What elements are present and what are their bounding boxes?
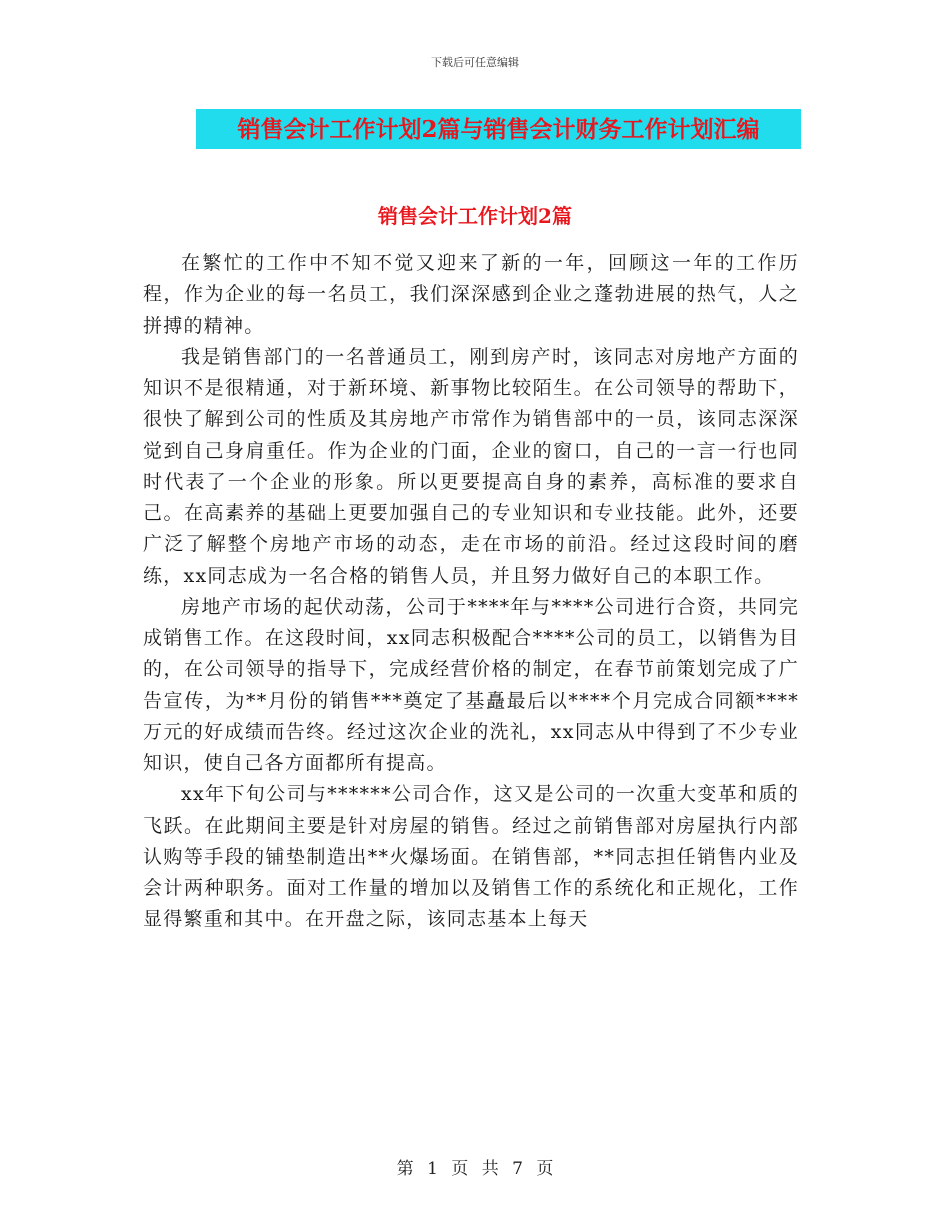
page-footer: 第 1 页 共 7 页 [396,1159,554,1179]
document-body [143,248,799,936]
paragraph-1: 在繁忙的工作中不知不觉又迎来了新的一年，回顾这一年的工作历程，作为企业的每一名员工，我们深深感到企业之蓬勃进展的热气，人之拼搏的精神。 [143,252,799,337]
paragraph-2: 我是销售部门的一名普通员工，刚到房产时，该同志对房地产方面的知识不是很精通，对于新环境、新事物比较陌生。在公司领导的帮助下，很快了解到公司的性质及其房地产市常作为销售部中的一员，该同志深深觉到自己身肩重任。作为企业的门面，企业的窗口，自己的一言一行也同时代表了一个企业的形象。所以更要提高自身的素养，高标准的要求自己。在高素养的基础上更要加强自己的专业知识和专业技能。此外，还要广泛了解整个房地产市场的动态，走在市场的前沿。经过这段时间的磨练，xx同志成为一名合格的销售人员，并且努力做好自己的本职工作。 [143,345,799,587]
section-title: 销售会计工作计划2篇 [378,204,572,228]
paragraph-4: xx年下旬公司与******公司合作，这又是公司的一次重大变革和质的飞跃。在此期间主要是针对房屋的销售。经过之前销售部对房屋执行内部认购等手段的铺垫制造出**火爆场面。在销售部，**同志担任销售内业及会计两种职务。面对工作量的增加以及销售工作的系统化和正规化，工作显得繁重和其中。在开盘之际，该同志基本上每天 [143,783,799,931]
page-title: 销售会计工作计划2篇与销售会计财务工作计划汇编 [237,116,760,143]
paragraph-3: 房地产市场的起伏动荡，公司于****年与****公司进行合资，共同完成销售工作。在这段时间，xx同志积极配合****公司的员工，以销售为目的，在公司领导的指导下，完成经营价格的制定，在春节前策划完成了广告宣传，为**月份的销售***奠定了基矗最后以****个月完成合同额****万元的好成绩而告终。经过这次企业的洗礼，xx同志从中得到了不少专业知识，使自己各方面都所有提高。 [143,595,799,774]
header-note: 下载后可任意编辑 [431,56,519,69]
